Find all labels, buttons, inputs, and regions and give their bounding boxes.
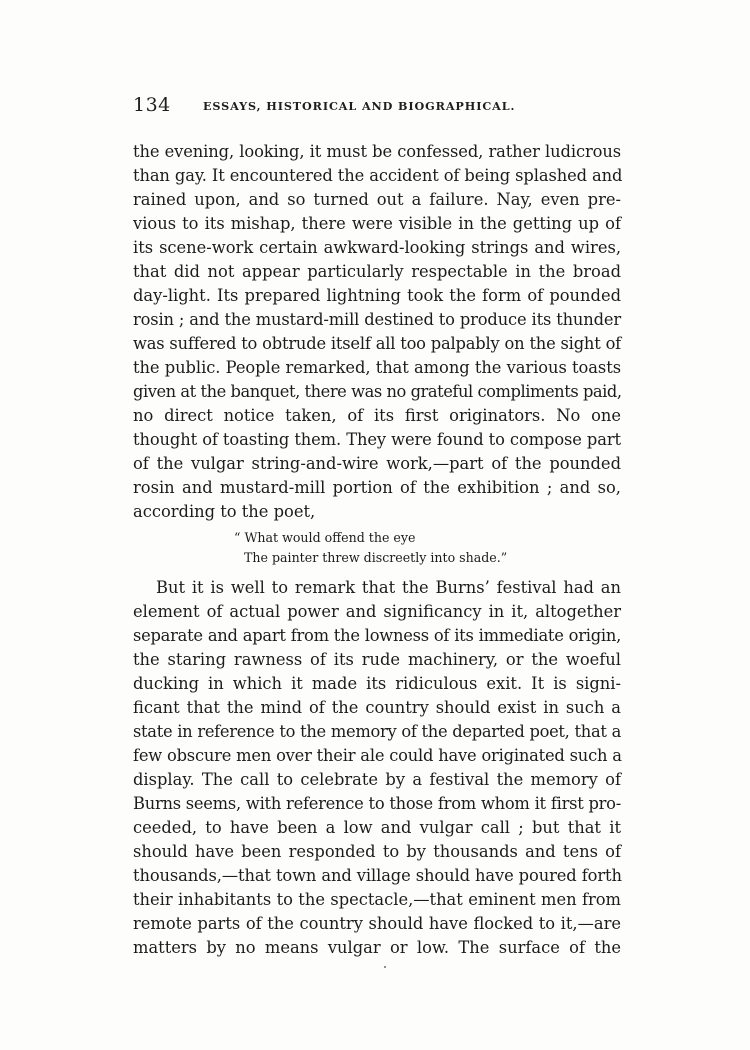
text-line: that did not appear particularly respectable in the broad	[133, 262, 621, 281]
text-line: rained upon, and so turned out a failure. Nay, even pre-	[133, 190, 621, 209]
text-line: rosin and mustard-mill portion of the exhibition ; and so,	[133, 478, 621, 497]
quotation-line: The painter threw discreetly into shade.”	[244, 550, 508, 565]
text-line: state in reference to the memory of the departed poet, that a	[133, 722, 621, 741]
text-line: according to the poet,	[133, 502, 316, 521]
page-number: 134	[133, 94, 171, 116]
text-line: separate and apart from the lowness of its immediate origin,	[133, 626, 621, 645]
text-line: remote parts of the country should have flocked to it,—are	[133, 914, 621, 933]
text-line: the evening, looking, it must be confessed, rather ludicrous	[133, 142, 621, 161]
text-line: ficant that the mind of the country should exist in such a	[133, 698, 621, 717]
text-line: the public. People remarked, that among the various toasts	[133, 358, 621, 377]
text-line: vious to its mishap, there were visible in the getting up of	[133, 214, 621, 233]
ink-speck	[384, 966, 386, 968]
text-line: ducking in which it made its ridiculous exit. It is signi-	[133, 674, 621, 693]
text-line: the staring rawness of its rude machinery, or the woeful	[133, 650, 621, 669]
text-line: ceeded, to have been a low and vulgar call ; but that it	[133, 818, 621, 837]
text-line: no direct notice taken, of its first originators. No one	[133, 406, 621, 425]
text-line: day-light. Its prepared lightning took the form of pounded	[133, 286, 621, 305]
text-line: thought of toasting them. They were found to compose part	[133, 430, 621, 449]
text-line: rosin ; and the mustard-mill destined to produce its thunder	[133, 310, 621, 329]
text-line: its scene-work certain awkward-looking strings and wires,	[133, 238, 621, 257]
text-line: matters by no means vulgar or low. The surface of the	[133, 938, 621, 957]
running-head	[133, 94, 621, 120]
text-line: element of actual power and significancy in it, altogether	[133, 602, 621, 621]
text-line: was suffered to obtrude itself all too palpably on the sight of	[133, 334, 621, 353]
text-line: than gay. It encountered the accident of being splashed and	[133, 166, 623, 185]
text-line: given at the banquet, there was no grateful compliments paid,	[133, 382, 622, 401]
text-line: their inhabitants to the spectacle,—that eminent men from	[133, 890, 621, 909]
text-line: display. The call to celebrate by a festival the memory of	[133, 770, 621, 789]
text-line: thousands,—that town and village should have poured forth	[133, 866, 622, 885]
text-line: Burns seems, with reference to those from whom it first pro-	[133, 794, 621, 813]
text-line: of the vulgar string-and-wire work,—part of the pounded	[133, 454, 621, 473]
running-head-title: ESSAYS, HISTORICAL AND BIOGRAPHICAL.	[203, 99, 516, 113]
text-line: But it is well to remark that the Burns’ festival had an	[156, 578, 621, 597]
quotation-line: “ What would offend the eye	[234, 530, 416, 545]
text-line: few obscure men over their ale could have originated such a	[133, 746, 622, 765]
text-line: should have been responded to by thousands and tens of	[133, 842, 621, 861]
